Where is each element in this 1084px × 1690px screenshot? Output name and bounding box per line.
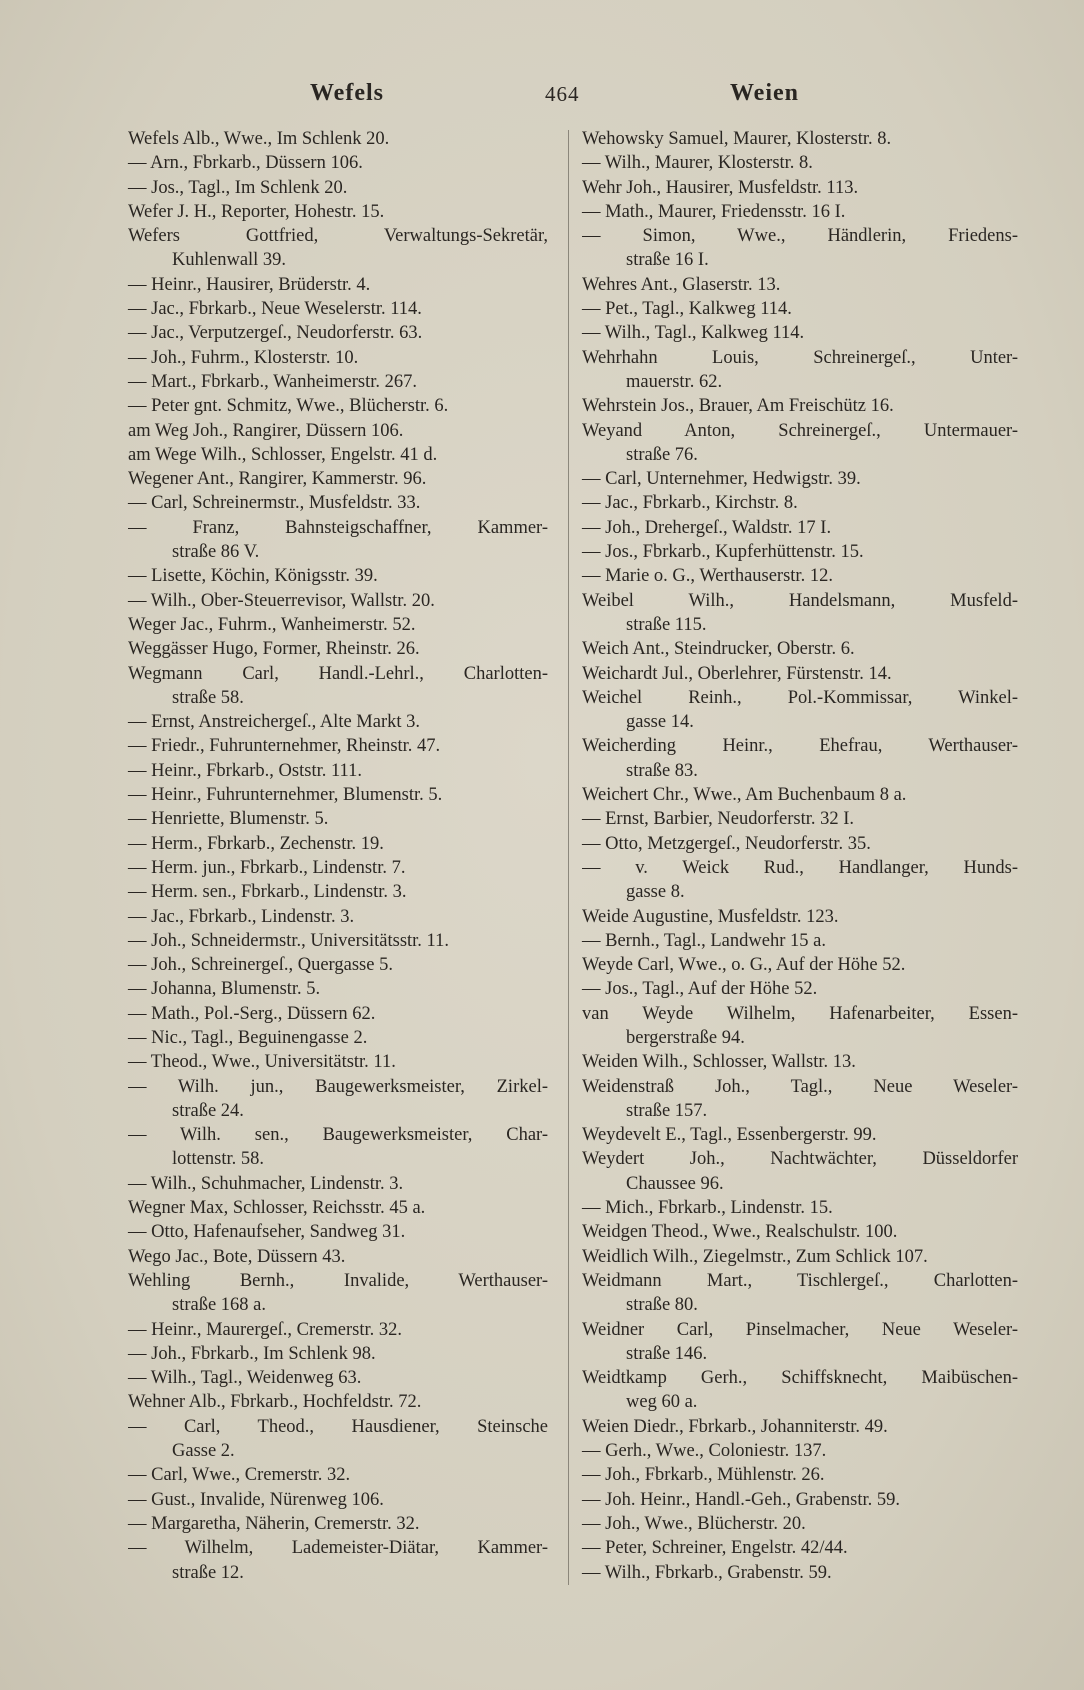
directory-entry <box>582 1366 1018 1415</box>
directory-entry <box>582 856 1018 905</box>
entry-line: — Heinr., Fuhrunternehmer, Blumenstr. 5. <box>128 785 443 806</box>
entry-line: — Wilh., Tagl., Weidenweg 63. <box>128 1368 362 1389</box>
directory-entry <box>582 491 1018 515</box>
entry-line: Wehowsky Samuel, Maurer, Klosterstr. 8. <box>582 129 892 149</box>
directory-entry <box>582 662 1018 686</box>
directory-entry <box>128 394 548 418</box>
directory-entry <box>128 1342 548 1366</box>
directory-entry <box>128 200 548 224</box>
directory-entry <box>128 1075 548 1124</box>
directory-entry <box>582 1002 1018 1051</box>
entry-line: — Wilh., Tagl., Kalkweg 114. <box>582 323 805 344</box>
entry-line: Wegmann Carl, Handl.-Lehrl., Charlotten- <box>128 663 548 684</box>
entry-line: — Heinr., Maurergeſ., Cremerstr. 32. <box>128 1319 403 1340</box>
entry-line: — Otto, Hafenaufseher, Sandweg 31. <box>128 1222 406 1243</box>
page-number: 464 <box>545 82 580 106</box>
directory-entry <box>582 1536 1018 1560</box>
entry-line: weg 60 a. <box>626 1392 698 1413</box>
directory-entry <box>582 1488 1018 1512</box>
entry-line: — v. Weick Rud., Handlanger, Hunds- <box>582 857 1018 878</box>
directory-entry <box>582 783 1018 807</box>
entry-line: Kuhlenwall 39. <box>172 250 287 271</box>
entry-line: Weidenstraß Joh., Tagl., Neue Weseler- <box>582 1076 1018 1097</box>
entry-line: Wegener Ant., Rangirer, Kammerstr. 96. <box>128 469 427 490</box>
entry-line: Weide Augustine, Musfeldstr. 123. <box>582 906 839 927</box>
directory-entry <box>128 321 548 345</box>
directory-entry <box>128 637 548 661</box>
entry-line: — Franz, Bahnsteigschaffner, Kammer- <box>128 517 548 538</box>
directory-entry <box>582 1561 1018 1585</box>
directory-entry <box>582 1439 1018 1463</box>
directory-entry <box>582 467 1018 491</box>
entry-line: Wehr Joh., Hausirer, Musfeldstr. 113. <box>582 177 859 198</box>
entry-line: Weger Jac., Fuhrm., Wanheimerstr. 52. <box>128 614 416 635</box>
entry-line: — Peter, Schreiner, Engelstr. 42/44. <box>582 1538 848 1559</box>
directory-entry <box>582 127 1018 151</box>
entry-line: — Henriette, Blumenstr. 5. <box>128 809 329 830</box>
entry-line: — Jac., Fbrkarb., Neue Weselerstr. 114. <box>128 299 422 320</box>
directory-entry <box>128 734 548 758</box>
entry-line: — Ernst, Barbier, Neudorferstr. 32 I. <box>582 809 855 830</box>
directory-entry <box>582 516 1018 540</box>
entry-line: — Jos., Fbrkarb., Kupferhüttenstr. 15. <box>582 542 864 563</box>
directory-entry <box>582 1123 1018 1147</box>
entry-line: — Peter gnt. Schmitz, Wwe., Blücherstr. 6. <box>128 396 449 417</box>
directory-entry <box>128 1050 548 1074</box>
directory-entry <box>128 710 548 734</box>
entry-line: — Joh., Fuhrm., Klosterstr. 10. <box>128 347 359 368</box>
directory-entry <box>128 1245 548 1269</box>
entry-line: straße 58. <box>172 687 244 708</box>
entry-line: straße 146. <box>626 1343 708 1364</box>
entry-line: — Jos., Tagl., Auf der Höhe 52. <box>582 979 818 1000</box>
entry-line: Wehrhahn Louis, Schreinergeſ., Unter- <box>582 347 1018 368</box>
directory-entry <box>128 176 548 200</box>
directory-entry <box>128 613 548 637</box>
directory-entry <box>128 905 548 929</box>
directory-entry <box>128 1488 548 1512</box>
directory-entry <box>128 443 548 467</box>
entry-line: — Wilh., Ober-Steuerrevisor, Wallstr. 20. <box>128 590 435 611</box>
entry-line: — Simon, Wwe., Händlerin, Friedens- <box>582 226 1018 247</box>
entry-line: — Herm. jun., Fbrkarb., Lindenstr. 7. <box>128 857 406 878</box>
directory-entry <box>582 1318 1018 1367</box>
entry-line: Wefer J. H., Reporter, Hohestr. 15. <box>128 201 385 222</box>
directory-entry <box>582 346 1018 395</box>
directory-entry <box>582 977 1018 1001</box>
directory-entry <box>582 224 1018 273</box>
entry-line: straße 76. <box>626 444 698 465</box>
directory-entry <box>128 1196 548 1220</box>
directory-entry <box>128 516 548 565</box>
entry-line: straße 24. <box>172 1100 244 1121</box>
entry-line: mauerstr. 62. <box>626 371 723 392</box>
entry-line: Weidtkamp Gerh., Schiffsknecht, Maibüschen- <box>582 1368 1018 1389</box>
directory-entry <box>582 832 1018 856</box>
entry-line: — Heinr., Fbrkarb., Oststr. 111. <box>128 760 362 781</box>
directory-entry <box>582 734 1018 783</box>
entry-line: — Wilh. sen., Baugewerksmeister, Char- <box>128 1125 548 1146</box>
directory-entry <box>582 1220 1018 1244</box>
directory-entry <box>128 1318 548 1342</box>
entry-line: bergerstraße 94. <box>626 1027 745 1048</box>
directory-entry <box>128 127 548 151</box>
entry-line: — Carl, Wwe., Cremerstr. 32. <box>128 1465 351 1486</box>
entry-line: — Nic., Tagl., Beguinengasse 2. <box>128 1027 368 1048</box>
directory-entry <box>128 589 548 613</box>
entry-line: — Joh., Schreinergeſ., Quergasse 5. <box>128 955 393 976</box>
entry-line: Weidgen Theod., Wwe., Realschulstr. 100. <box>582 1222 898 1243</box>
directory-entry <box>582 297 1018 321</box>
directory-entry <box>582 419 1018 468</box>
entry-line: Weicherding Heinr., Ehefrau, Werthauser- <box>582 736 1018 757</box>
entry-line: — Mich., Fbrkarb., Lindenstr. 15. <box>582 1198 833 1219</box>
directory-entry <box>128 856 548 880</box>
directory-entry <box>128 1220 548 1244</box>
entry-line: — Heinr., Hausirer, Brüderstr. 4. <box>128 274 371 295</box>
entry-line: — Joh., Fbrkarb., Im Schlenk 98. <box>128 1343 376 1364</box>
entry-line: — Jac., Verputzergeſ., Neudorferstr. 63. <box>128 323 423 344</box>
directory-entry <box>128 929 548 953</box>
directory-entry <box>128 1366 548 1390</box>
entry-line: — Lisette, Köchin, Königsstr. 39. <box>128 566 378 587</box>
directory-entry <box>128 1269 548 1318</box>
directory-entry <box>582 1245 1018 1269</box>
directory-entry <box>582 1196 1018 1220</box>
directory-entry <box>128 1415 548 1464</box>
directory-entry <box>128 783 548 807</box>
entry-line: straße 16 I. <box>626 250 709 271</box>
entry-line: straße 80. <box>626 1295 698 1316</box>
directory-entry <box>128 1026 548 1050</box>
directory-entry <box>128 807 548 831</box>
directory-entry <box>582 686 1018 735</box>
entry-line: gasse 8. <box>626 882 685 903</box>
directory-entry <box>582 1463 1018 1487</box>
entry-line: — Wilh., Fbrkarb., Grabenstr. 59. <box>582 1562 832 1583</box>
entry-line: straße 168 a. <box>172 1295 267 1316</box>
column-divider <box>568 130 569 1585</box>
entry-line: Weyand Anton, Schreinergeſ., Untermauer- <box>582 420 1018 441</box>
directory-entry <box>128 151 548 175</box>
entry-line: — Carl, Schreinermstr., Musfeldstr. 33. <box>128 493 421 514</box>
directory-entry <box>582 1050 1018 1074</box>
directory-entry <box>582 200 1018 224</box>
entry-line: — Bernh., Tagl., Landwehr 15 a. <box>582 930 826 951</box>
entry-line: Weich Ant., Steindrucker, Oberstr. 6. <box>582 639 855 660</box>
directory-entry <box>582 540 1018 564</box>
running-head-right: Weien <box>730 80 799 106</box>
entry-line: Weidlich Wilh., Ziegelmstr., Zum Schlick 107. <box>582 1246 928 1267</box>
directory-entry <box>582 953 1018 977</box>
directory-entry <box>582 929 1018 953</box>
directory-entry <box>582 176 1018 200</box>
directory-entry <box>582 1147 1018 1196</box>
entry-line: — Gust., Invalide, Nürenweg 106. <box>128 1489 384 1510</box>
left-column <box>128 127 548 1585</box>
entry-line: am Wege Wilh., Schlosser, Engelstr. 41 d. <box>128 444 438 465</box>
entry-line: — Johanna, Blumenstr. 5. <box>128 979 321 1000</box>
entry-line: Weidmann Mart., Tischlergeſ., Charlotten- <box>582 1270 1018 1291</box>
entry-line: — Mart., Fbrkarb., Wanheimerstr. 267. <box>128 371 417 392</box>
entry-line: — Joh., Drehergeſ., Waldstr. 17 I. <box>582 517 832 538</box>
entry-line: Weydevelt E., Tagl., Essenbergerstr. 99. <box>582 1125 877 1146</box>
entry-line: — Gerh., Wwe., Coloniestr. 137. <box>582 1441 827 1462</box>
entry-line: — Theod., Wwe., Universitätstr. 11. <box>128 1052 396 1073</box>
directory-entry <box>582 807 1018 831</box>
entry-line: — Herm. sen., Fbrkarb., Lindenstr. 3. <box>128 882 407 903</box>
directory-entry <box>128 491 548 515</box>
entry-line: Weichel Reinh., Pol.-Kommissar, Winkel- <box>582 687 1018 708</box>
entry-line: Wehrstein Jos., Brauer, Am Freischütz 16. <box>582 396 894 417</box>
directory-entry <box>582 1269 1018 1318</box>
entry-line: — Jac., Fbrkarb., Lindenstr. 3. <box>128 906 355 927</box>
entry-line: gasse 14. <box>626 712 694 733</box>
entry-line: Wefels Alb., Wwe., Im Schlenk 20. <box>128 129 390 149</box>
directory-entry <box>128 346 548 370</box>
directory-entry <box>582 1075 1018 1124</box>
entry-line: van Weyde Wilhelm, Hafenarbeiter, Essen- <box>582 1003 1018 1024</box>
entry-line: lottenstr. 58. <box>172 1149 264 1170</box>
directory-entry <box>128 1536 548 1585</box>
directory-entry <box>582 637 1018 661</box>
directory-entry <box>128 977 548 1001</box>
entry-line: — Otto, Metzgergeſ., Neudorferstr. 35. <box>582 833 871 854</box>
directory-entry <box>128 880 548 904</box>
directory-entry <box>128 467 548 491</box>
entry-line: — Wilhelm, Lademeister-Diätar, Kammer- <box>128 1538 548 1559</box>
directory-entry <box>582 394 1018 418</box>
running-head-left: Wefels <box>310 80 384 106</box>
entry-line: Wefers Gottfried, Verwaltungs-Sekretär, <box>128 226 548 247</box>
entry-line: — Math., Maurer, Friedensstr. 16 I. <box>582 201 846 222</box>
directory-entry <box>582 564 1018 588</box>
entry-line: straße 157. <box>626 1100 708 1121</box>
entry-line: straße 83. <box>626 760 698 781</box>
directory-entry <box>128 1390 548 1414</box>
entry-line: — Wilh., Schuhmacher, Lindenstr. 3. <box>128 1173 404 1194</box>
entry-line: — Math., Pol.-Serg., Düssern 62. <box>128 1003 376 1024</box>
entry-line: — Joh., Wwe., Blücherstr. 20. <box>582 1513 806 1534</box>
entry-line: Wegner Max, Schlosser, Reichsstr. 45 a. <box>128 1198 426 1219</box>
entry-line: am Weg Joh., Rangirer, Düssern 106. <box>128 420 404 441</box>
directory-entry <box>128 1512 548 1536</box>
directory-entry <box>128 832 548 856</box>
entry-line: Weidner Carl, Pinselmacher, Neue Weseler- <box>582 1319 1018 1340</box>
entry-line: — Marie o. G., Werthauserstr. 12. <box>582 566 833 587</box>
directory-entry <box>128 297 548 321</box>
directory-entry <box>582 151 1018 175</box>
entry-line: Weiden Wilh., Schlosser, Wallstr. 13. <box>582 1052 856 1073</box>
entry-line: Gasse 2. <box>172 1441 235 1462</box>
entry-line: Wego Jac., Bote, Düssern 43. <box>128 1246 346 1267</box>
directory-entry <box>582 905 1018 929</box>
entry-line: straße 86 V. <box>172 542 260 563</box>
entry-line: Weggässer Hugo, Former, Rheinstr. 26. <box>128 639 420 660</box>
directory-entry <box>582 1512 1018 1536</box>
entry-line: Weibel Wilh., Handelsmann, Musfeld- <box>582 590 1018 611</box>
directory-entry <box>128 564 548 588</box>
directory-entry <box>128 1123 548 1172</box>
entry-line: Wehner Alb., Fbrkarb., Hochfeldstr. 72. <box>128 1392 422 1413</box>
directory-entry <box>128 1463 548 1487</box>
entry-line: Weydert Joh., Nachtwächter, Düsseldorfer <box>582 1149 1018 1170</box>
entry-line: — Carl, Theod., Hausdiener, Steinsche <box>128 1416 548 1437</box>
entry-line: — Joh., Schneidermstr., Universitätsstr. 11. <box>128 930 449 951</box>
directory-entry <box>128 273 548 297</box>
entry-line: — Herm., Fbrkarb., Zechenstr. 19. <box>128 833 384 854</box>
entry-line: Wehres Ant., Glaserstr. 13. <box>582 274 781 295</box>
directory-entry <box>582 1415 1018 1439</box>
directory-entry <box>128 1002 548 1026</box>
directory-entry <box>128 1172 548 1196</box>
directory-entry <box>128 224 548 273</box>
directory-entry <box>582 589 1018 638</box>
entry-line: Chaussee 96. <box>626 1173 724 1194</box>
directory-entry <box>582 273 1018 297</box>
directory-entry <box>128 370 548 394</box>
entry-line: — Friedr., Fuhrunternehmer, Rheinstr. 47. <box>128 736 441 757</box>
directory-entry <box>128 953 548 977</box>
entry-line: — Wilh. jun., Baugewerksmeister, Zirkel- <box>128 1076 548 1097</box>
entry-line: — Wilh., Maurer, Klosterstr. 8. <box>582 153 813 174</box>
entry-line: — Jac., Fbrkarb., Kirchstr. 8. <box>582 493 798 514</box>
entry-line: — Joh. Heinr., Handl.-Geh., Grabenstr. 59. <box>582 1489 901 1510</box>
directory-entry <box>128 759 548 783</box>
entry-line: — Ernst, Anstreichergeſ., Alte Markt 3. <box>128 712 421 733</box>
right-column <box>582 127 1018 1585</box>
entry-line: — Jos., Tagl., Im Schlenk 20. <box>128 177 348 198</box>
entry-line: — Margaretha, Näherin, Cremerstr. 32. <box>128 1513 420 1534</box>
directory-entry <box>128 662 548 711</box>
entry-line: — Carl, Unternehmer, Hedwigstr. 39. <box>582 469 861 490</box>
entry-line: Wehling Bernh., Invalide, Werthauser- <box>128 1270 548 1291</box>
directory-entry <box>582 321 1018 345</box>
directory-entry <box>128 419 548 443</box>
entry-line: straße 12. <box>172 1562 244 1583</box>
entry-line: — Pet., Tagl., Kalkweg 114. <box>582 299 792 320</box>
entry-line: straße 115. <box>626 614 707 635</box>
entry-line: Weien Diedr., Fbrkarb., Johanniterstr. 49. <box>582 1416 888 1437</box>
entry-line: Weichert Chr., Wwe., Am Buchenbaum 8 a. <box>582 785 907 806</box>
entry-line: Weichardt Jul., Oberlehrer, Fürstenstr. 14. <box>582 663 892 684</box>
entry-line: Weyde Carl, Wwe., o. G., Auf der Höhe 52. <box>582 955 906 976</box>
entry-line: — Joh., Fbrkarb., Mühlenstr. 26. <box>582 1465 825 1486</box>
entry-line: — Arn., Fbrkarb., Düssern 106. <box>128 153 363 174</box>
